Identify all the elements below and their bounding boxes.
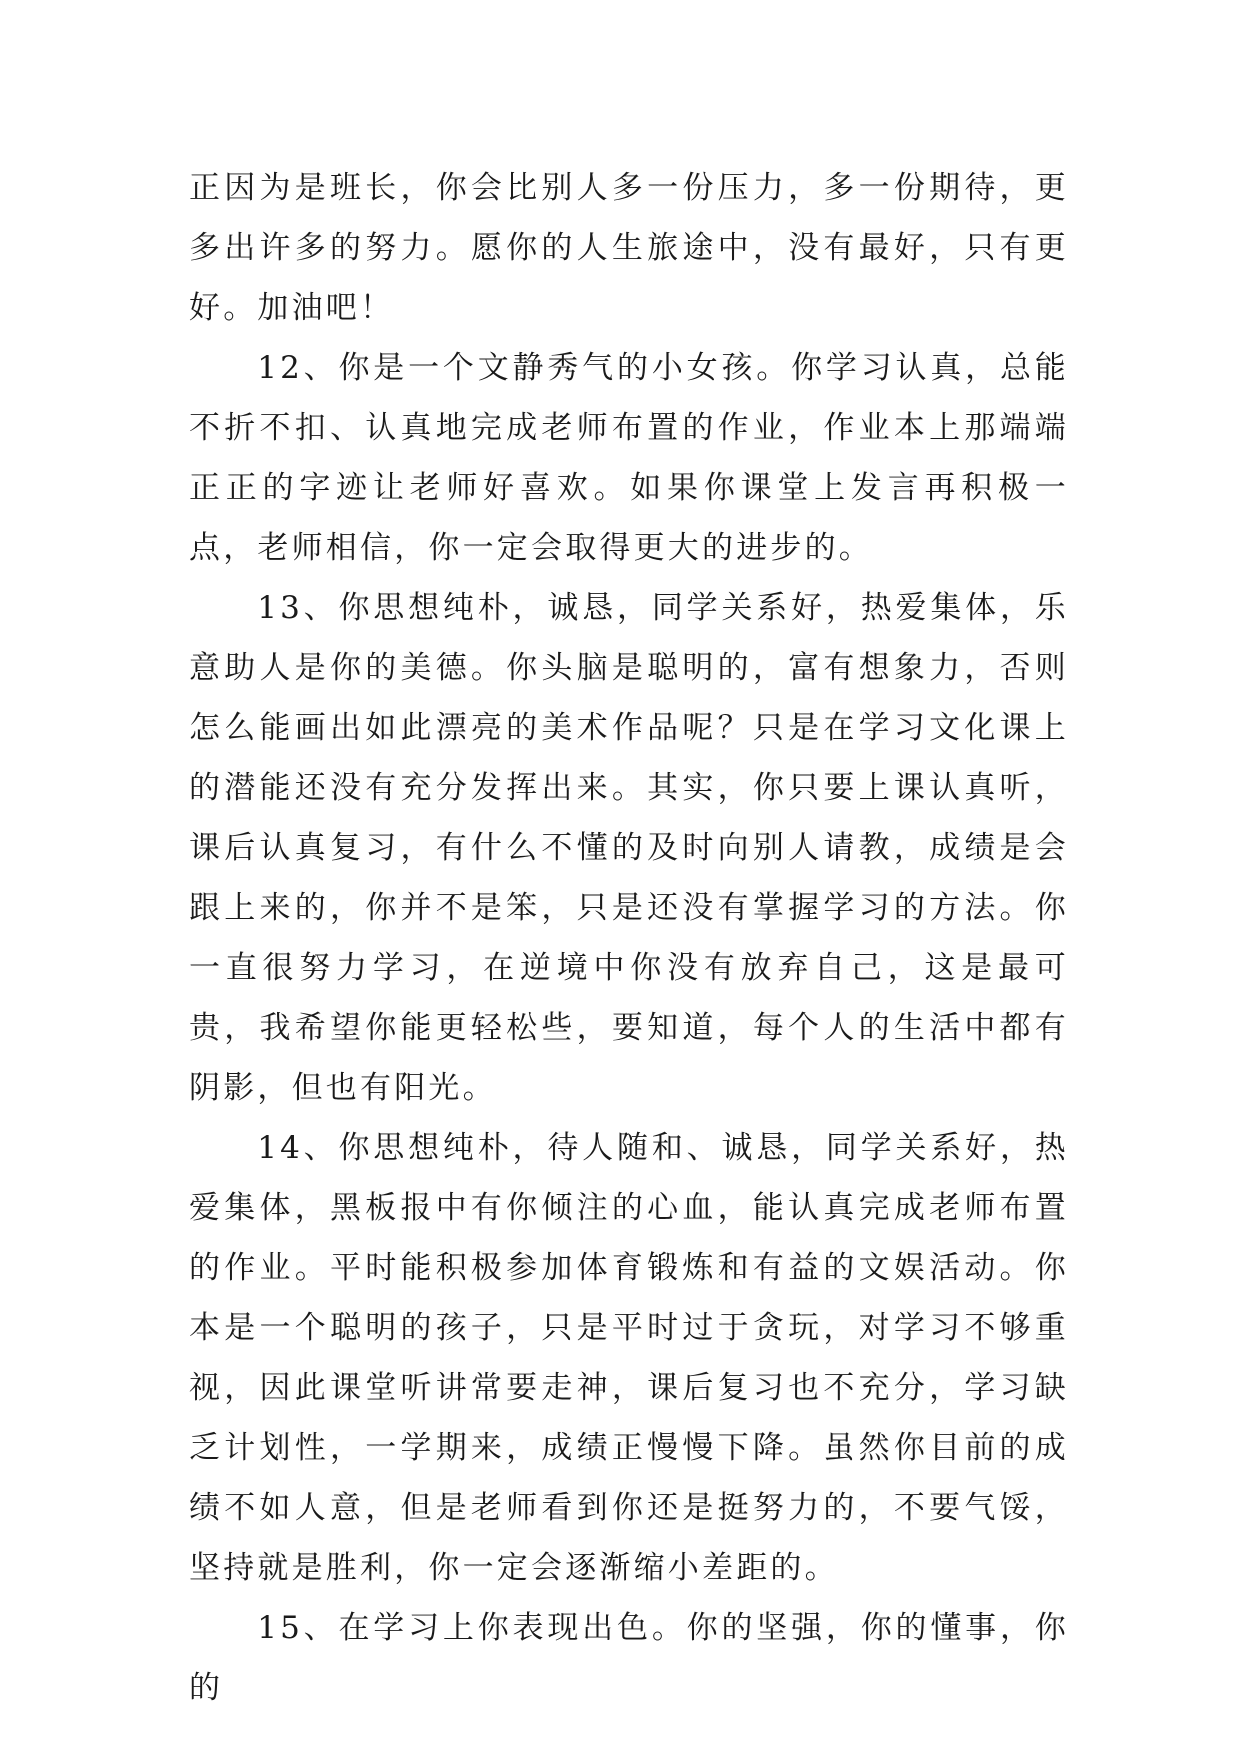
paragraph-15: 15、在学习上你表现出色。你的坚强，你的懂事，你的: [189, 1610, 1069, 1706]
paragraph-continuation: 正因为是班长，你会比别人多一份压力，多一份期待，更多出许多的努力。愿你的人生旅途中，没有最好，只有更好。加油吧！: [189, 170, 1069, 326]
document-body: [189, 158, 1069, 1718]
paragraph-14: 14、你思想纯朴，待人随和、诚恳，同学关系好，热爱集体，黑板报中有你倾注的心血，能认真完成老师布置的作业。平时能积极参加体育锻炼和有益的文娱活动。你本是一个聪明的孩子，只是平时过于贪玩，对学习不够重视，因此课堂听讲常要走神，课后复习也不充分，学习缺乏计划性，一学期来，成绩正慢慢下降。虽然你目前的成绩不如人意，但是老师看到你还是挺努力的，不要气馁，坚持就是胜利，你一定会逐渐缩小差距的。: [189, 1130, 1069, 1586]
paragraph-12: 12、你是一个文静秀气的小女孩。你学习认真，总能不折不扣、认真地完成老师布置的作业，作业本上那端端正正的字迹让老师好喜欢。如果你课堂上发言再积极一点，老师相信，你一定会取得更大的进步的。: [189, 350, 1069, 566]
paragraph-13: 13、你思想纯朴，诚恳，同学关系好，热爱集体，乐意助人是你的美德。你头脑是聪明的，富有想象力，否则怎么能画出如此漂亮的美术作品呢？只是在学习文化课上的潜能还没有充分发挥出来。其实，你只要上课认真听，课后认真复习，有什么不懂的及时向别人请教，成绩是会跟上来的，你并不是笨，只是还没有掌握学习的方法。你一直很努力学习，在逆境中你没有放弃自己，这是最可贵，我希望你能更轻松些，要知道，每个人的生活中都有阴影，但也有阳光。: [189, 590, 1069, 1106]
